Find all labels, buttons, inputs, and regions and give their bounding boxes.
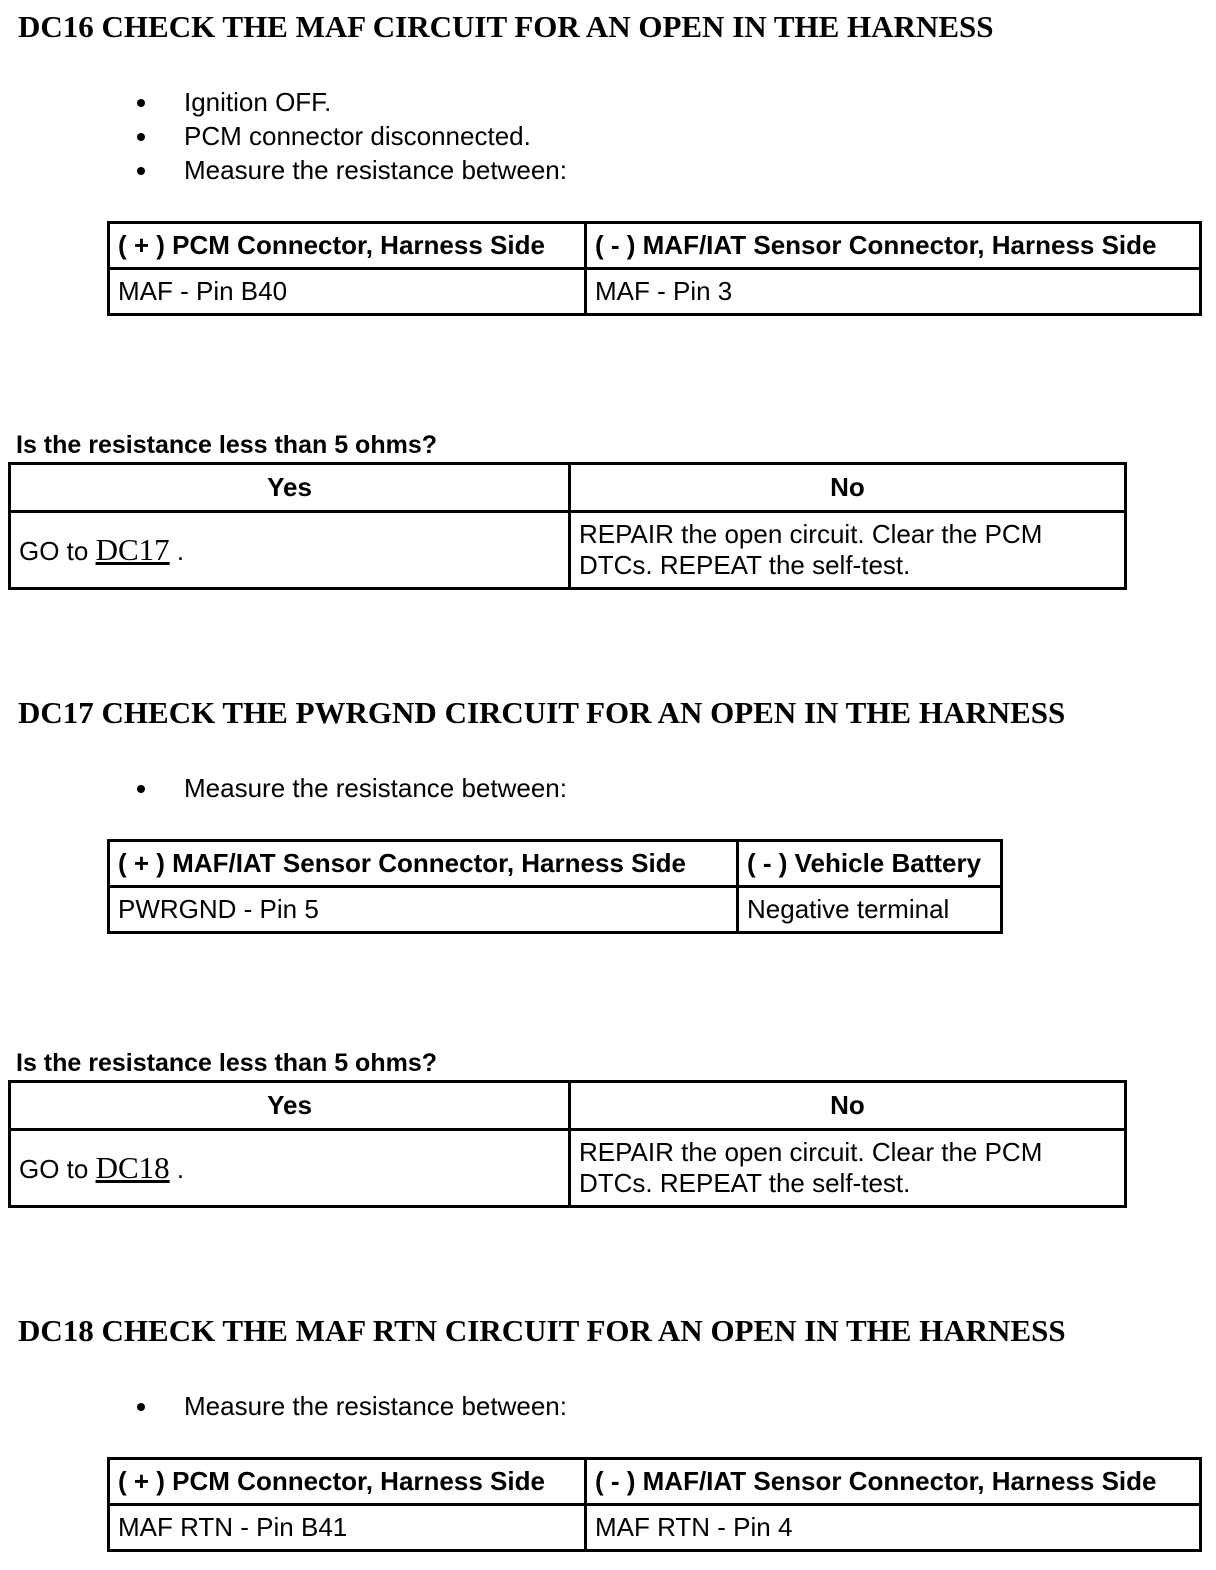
goto-dc18-link[interactable]: DC18: [95, 1149, 170, 1185]
dc16-question: Is the resistance less than 5 ohms?: [16, 431, 437, 459]
no-header: No: [570, 1082, 1126, 1130]
dc18-title: DC18 CHECK THE MAF RTN CIRCUIT FOR AN OPEN IN THE HARNESS: [18, 1313, 1066, 1348]
goto-dc17-link[interactable]: DC17: [95, 531, 170, 567]
goto-text: GO to: [19, 535, 96, 566]
table-header-positive: ( + ) MAF/IAT Sensor Connector, Harness Side: [109, 841, 738, 887]
dc16-title: DC16 CHECK THE MAF CIRCUIT FOR AN OPEN IN THE HARNESS: [18, 9, 994, 44]
table-header-positive: ( + ) PCM Connector, Harness Side: [109, 223, 586, 269]
yes-action-cell: [10, 512, 570, 589]
table-cell-positive: MAF - Pin B40: [109, 269, 586, 315]
dc17-measurement-table: [107, 839, 1003, 934]
dc17-bullet-list: [132, 771, 567, 805]
table-cell-negative: Negative terminal: [738, 887, 1002, 933]
yes-header: Yes: [10, 1082, 570, 1130]
goto-text: GO to: [19, 1153, 96, 1184]
table-cell-positive: MAF RTN - Pin B41: [109, 1505, 586, 1551]
bullet-item: Measure the resistance between:: [132, 771, 567, 805]
bullet-item: Ignition OFF.: [132, 85, 567, 119]
dc16-decision-table: [8, 462, 1127, 590]
dc16-measurement-table: [107, 221, 1202, 316]
table-header-negative: ( - ) Vehicle Battery: [738, 841, 1002, 887]
bullet-item: Measure the resistance between:: [132, 1389, 567, 1423]
dc16-bullet-list: [132, 85, 567, 187]
table-header-negative: ( - ) MAF/IAT Sensor Connector, Harness Side: [586, 223, 1201, 269]
dc18-bullet-list: [132, 1389, 567, 1423]
dc18-measurement-table: [107, 1457, 1202, 1552]
no-action-cell: REPAIR the open circuit. Clear the PCM DTCs. REPEAT the self-test.: [570, 512, 1126, 589]
no-header: No: [570, 464, 1126, 512]
no-action-cell: REPAIR the open circuit. Clear the PCM DTCs. REPEAT the self-test.: [570, 1130, 1126, 1207]
table-header-positive: ( + ) PCM Connector, Harness Side: [109, 1459, 586, 1505]
yes-header: Yes: [10, 464, 570, 512]
dc17-title: DC17 CHECK THE PWRGND CIRCUIT FOR AN OPEN IN THE HARNESS: [18, 695, 1066, 730]
goto-suffix: .: [169, 535, 185, 566]
bullet-item: Measure the resistance between:: [132, 153, 567, 187]
dc17-question: Is the resistance less than 5 ohms?: [16, 1049, 437, 1077]
bullet-item: PCM connector disconnected.: [132, 119, 567, 153]
table-cell-positive: PWRGND - Pin 5: [109, 887, 738, 933]
yes-action-cell: [10, 1130, 570, 1207]
goto-suffix: .: [169, 1153, 185, 1184]
table-cell-negative: MAF RTN - Pin 4: [586, 1505, 1201, 1551]
table-header-negative: ( - ) MAF/IAT Sensor Connector, Harness Side: [586, 1459, 1201, 1505]
table-cell-negative: MAF - Pin 3: [586, 269, 1201, 315]
dc17-decision-table: [8, 1080, 1127, 1208]
